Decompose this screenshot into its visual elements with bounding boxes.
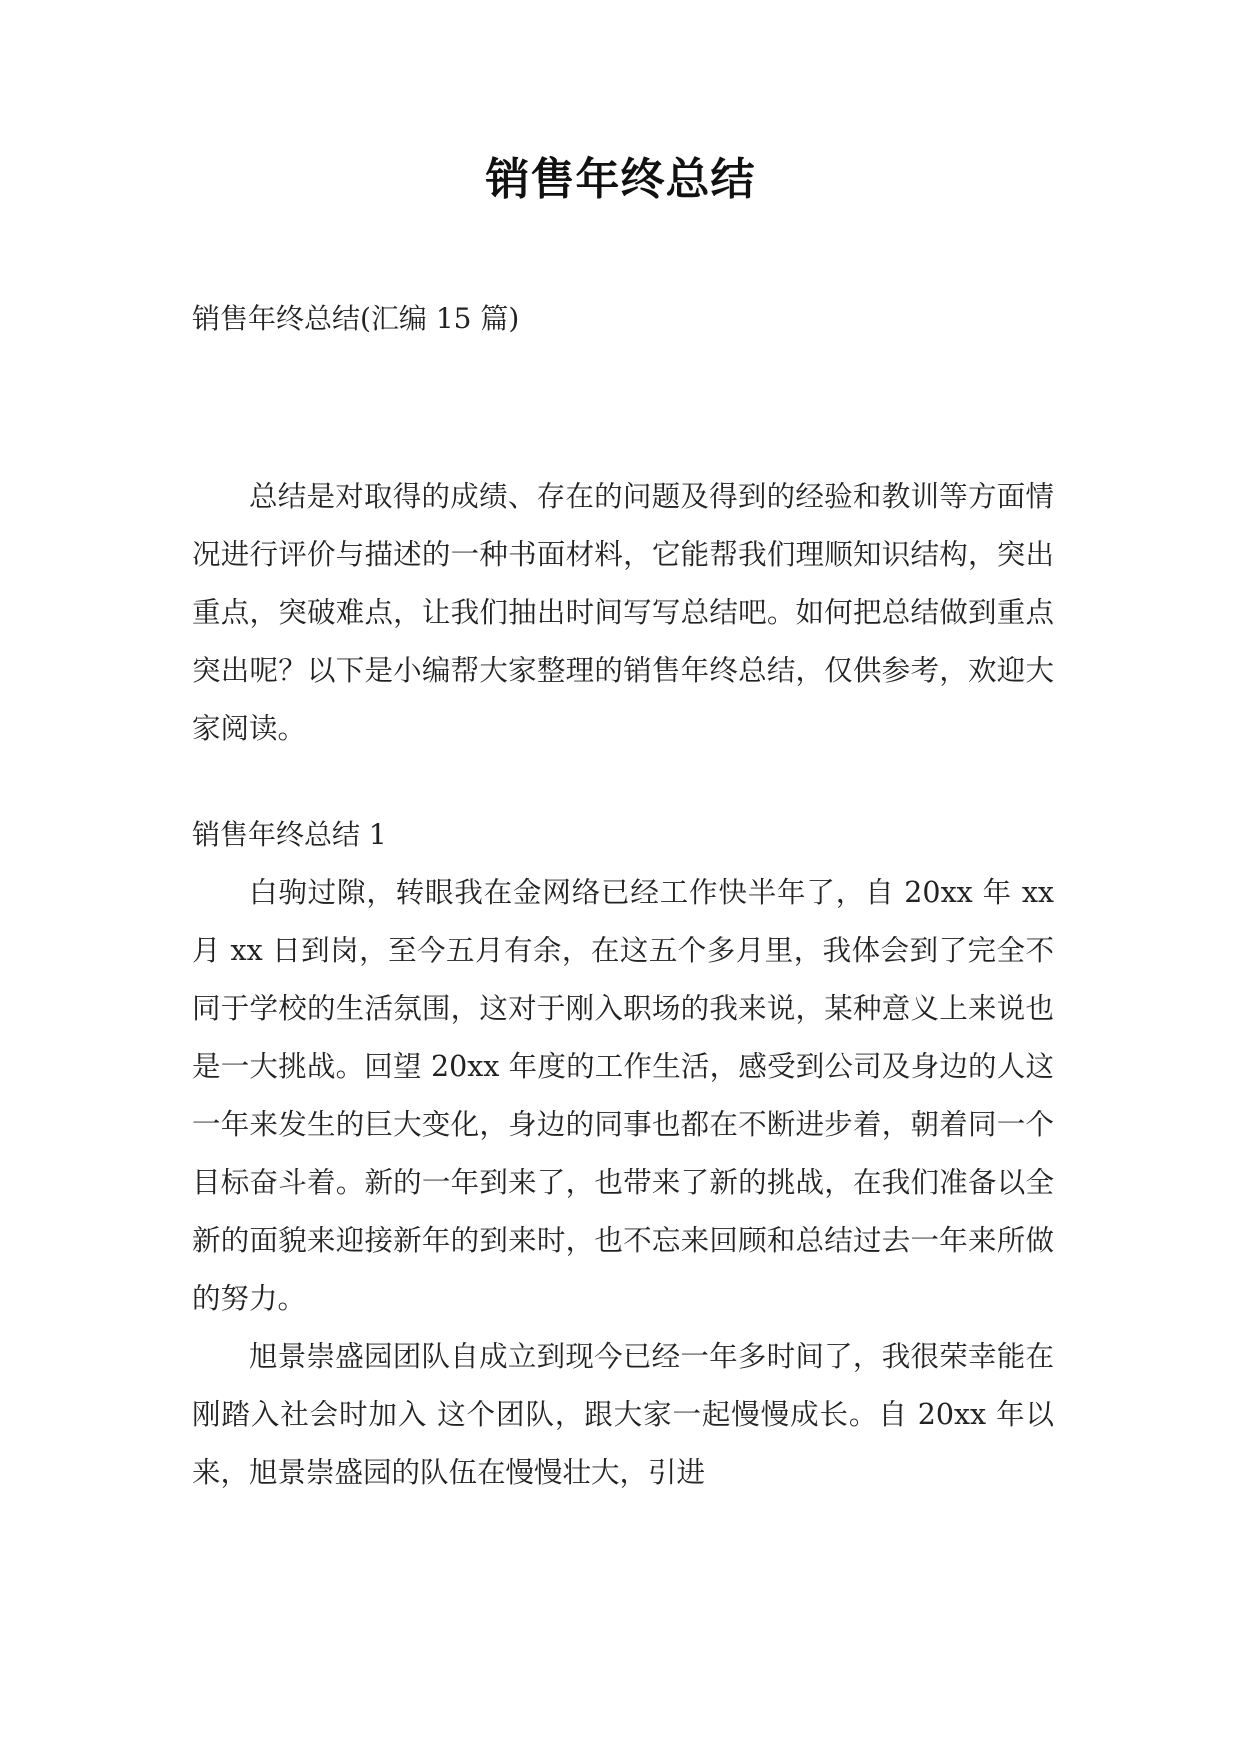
- section-paragraph: 旭景崇盛园团队自成立到现今已经一年多时间了，我很荣幸能在刚踏入社会时加入 这个团队，跟大家一起慢慢成长。自 20xx 年以来，旭景崇盛园的队伍在慢慢壮大，引进: [192, 1340, 1054, 1489]
- section-heading: 销售年终总结 1: [192, 818, 387, 851]
- section-body: [192, 864, 1054, 1502]
- intro-paragraph: 总结是对取得的成绩、存在的问题及得到的经验和教训等方面情况进行评价与描述的一种书面材料，它能帮我们理顺知识结构，突出重点，突破难点，让我们抽出时间写写总结吧。如何把总结做到重点突出呢？以下是小编帮大家整理的销售年终总结，仅供参考，欢迎大家阅读。: [192, 480, 1054, 745]
- document-title: 销售年终总结: [485, 154, 756, 205]
- document-subtitle: 销售年终总结(汇编 15 篇): [192, 302, 520, 335]
- section-paragraph: 白驹过隙，转眼我在金网络已经工作快半年了，自 20xx 年 xx 月 xx 日到岗，至今五月有余，在这五个多月里，我体会到了完全不同于学校的生活氛围，这对于刚入职场的我来说，某种意义上来说也是一大挑战。回望 20xx 年度的工作生活，感受到公司及身边的人这一年来发生的巨大变化，身边的同事也都在不断进步着，朝着同一个目标奋斗着。新的一年到来了，也带来了新的挑战，在我们准备以全新的面貌来迎接新年的到来时，也不忘来回顾和总结过去一年来所做的努力。: [192, 876, 1054, 1315]
- intro-paragraph-block: [192, 468, 1054, 758]
